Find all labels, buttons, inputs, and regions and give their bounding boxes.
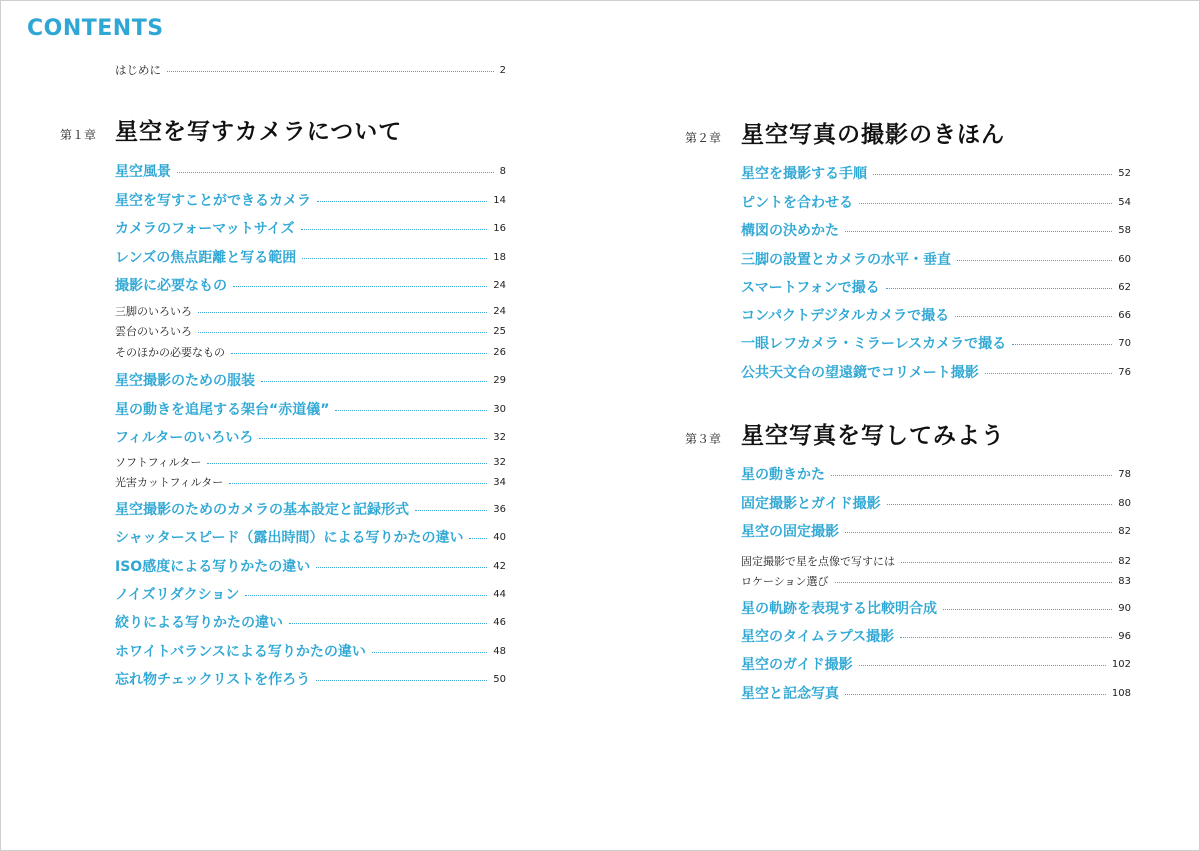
chapter-title: 星空写真の撮影のきほん [741,121,1005,148]
dot-leader [177,172,494,173]
toc-entry[interactable] [115,554,506,578]
page-number: 32 [493,456,506,468]
dot-leader [859,203,1112,204]
dot-leader [289,623,487,624]
dot-leader [900,637,1112,638]
toc-entry[interactable] [115,245,506,269]
page-number: 25 [493,325,506,337]
dot-leader [316,680,487,681]
toc-label: 星空と記念写真 [741,686,839,702]
page-number: 32 [493,431,506,443]
page-number: 70 [1118,337,1131,349]
page-number: 24 [493,279,506,291]
page-number: 78 [1118,468,1131,480]
dot-leader [901,562,1112,563]
toc-entry[interactable] [741,218,1131,242]
page-number: 30 [493,403,506,415]
dot-leader [859,665,1106,666]
page-number: 52 [1118,167,1131,179]
page-number: 76 [1118,366,1131,378]
dot-leader [198,332,487,333]
toc-entry[interactable] [115,667,506,691]
toc-label: 雲台のいろいろ [115,325,192,338]
toc-entry[interactable] [741,275,1131,299]
toc-entry[interactable] [741,462,1131,486]
dot-leader [469,538,487,539]
toc-label: ノイズリダクション [115,587,240,603]
toc-label: 構図の決めかた [741,223,839,239]
page-number: 34 [493,476,506,488]
toc-entry[interactable] [115,340,506,364]
page-number: 26 [493,346,506,358]
toc-entry[interactable] [115,216,506,240]
dot-leader [957,260,1112,261]
toc-label: 星の動きかた [741,467,825,483]
chapter-number: 第１章 [60,128,97,142]
page-number: 2 [499,64,506,76]
chapter-1-heading [60,113,402,146]
page-number: 14 [493,194,506,206]
toc-label: 星空撮影のための服装 [115,373,255,389]
page-number: 83 [1118,575,1131,587]
toc-entry[interactable] [741,190,1131,214]
toc-label: コンパクトデジタルカメラで撮る [741,308,950,324]
toc-label: 星の軌跡を表現する比較明合成 [741,601,937,617]
toc-entry[interactable] [115,639,506,663]
dot-leader [372,652,487,653]
chapter-number: 第３章 [685,432,722,446]
toc-entry[interactable] [115,610,506,634]
chapter-title: 星空を写すカメラについて [115,118,403,145]
toc-label: 光害カットフィルター [115,476,224,489]
dot-leader [207,463,487,464]
dot-leader [1012,344,1112,345]
toc-label: 撮影に必要なもの [115,278,227,294]
page-number: 24 [493,305,506,317]
dot-leader [886,288,1113,289]
toc-entry[interactable] [115,525,506,549]
toc-label: はじめに [115,63,161,77]
toc-entry[interactable] [741,596,1131,620]
dot-leader [229,483,487,484]
dot-leader [887,504,1113,505]
toc-entry[interactable] [741,331,1131,355]
toc-entry[interactable] [115,159,506,183]
dot-leader [873,174,1112,175]
toc-label: 星空のタイムラプス撮影 [741,629,895,645]
chapter-3-heading [685,417,1005,450]
toc-entry[interactable] [115,470,506,494]
page-number: 82 [1118,555,1131,567]
toc-entry[interactable] [741,681,1131,705]
toc-label: カメラのフォーマットサイズ [115,221,295,237]
page-number: 58 [1118,224,1131,236]
toc-entry[interactable] [741,569,1131,593]
toc-label: ホワイトバランスによる写りかたの違い [115,644,366,660]
dot-leader [302,258,487,259]
toc-label: フィルターのいろいろ [115,430,254,446]
toc-entry[interactable] [115,582,506,606]
dot-leader [335,410,487,411]
toc-label: 星空撮影のためのカメラの基本設定と記録形式 [115,502,409,518]
toc-entry[interactable] [115,368,506,392]
toc-label: シャッタースピード（露出時間）による写りかたの違い [115,530,464,546]
page-number: 44 [493,588,506,600]
page-number: 46 [493,616,506,628]
dot-leader [316,567,487,568]
dot-leader [231,353,487,354]
page-number: 80 [1118,497,1131,509]
toc-label: 固定撮影とガイド撮影 [741,496,881,512]
page-number: 54 [1118,196,1131,208]
page-number: 16 [493,222,506,234]
toc-label: 星空のガイド撮影 [741,657,853,673]
toc-label: 星空を写すことができるカメラ [115,193,311,209]
dot-leader [245,595,487,596]
toc-entry[interactable] [115,397,506,421]
chapter-2-heading [685,116,1005,149]
dot-leader [233,286,487,287]
page-number: 48 [493,645,506,657]
toc-label: レンズの焦点距離と写る範囲 [115,250,297,266]
toc-entry[interactable] [741,247,1131,271]
page-number: 96 [1118,630,1131,642]
toc-label: 公共天文台の望遠鏡でコリメート撮影 [741,365,979,381]
toc-entry[interactable] [115,273,506,297]
dot-leader [301,229,488,230]
toc-entry[interactable] [741,161,1131,185]
page-number: 29 [493,374,506,386]
chapter-number: 第２章 [685,131,722,145]
page-number: 60 [1118,253,1131,265]
toc-label: スマートフォンで撮る [741,280,880,296]
page-number: 50 [493,673,506,685]
dot-leader [259,438,487,439]
dot-leader [831,475,1112,476]
toc-label: 絞りによる写りかたの違い [115,615,283,631]
toc-label: 三脚の設置とカメラの水平・垂直 [741,252,951,268]
toc-entry[interactable] [741,652,1131,676]
toc-entry[interactable] [115,188,506,212]
toc-label: 一眼レフカメラ・ミラーレスカメラで撮る [741,336,1007,352]
toc-entry[interactable] [741,519,1131,543]
page-number: 8 [499,165,506,177]
dot-leader [167,71,494,72]
toc-label: 星空風景 [115,164,171,180]
toc-label: そのほかの必要なもの [115,346,225,359]
dot-leader [845,694,1106,695]
dot-leader [845,231,1112,232]
page-number: 62 [1118,281,1131,293]
toc-label: ISO感度による写りかたの違い [115,559,311,575]
page-number: 102 [1111,658,1131,670]
toc-label: 忘れ物チェックリストを作ろう [115,672,311,688]
page-number: 18 [493,251,506,263]
toc-entry[interactable] [741,303,1131,327]
dot-leader [943,609,1112,610]
dot-leader [415,510,487,511]
page-number: 90 [1118,602,1131,614]
toc-entry-intro[interactable] [115,58,506,82]
toc-entry[interactable] [115,497,506,521]
chapter-title: 星空写真を写してみよう [741,422,1005,449]
page-number: 40 [493,531,506,543]
toc-label: 固定撮影で星を点像で写すには [741,555,895,568]
toc-label: ソフトフィルター [115,456,202,469]
toc-entry[interactable] [115,425,506,449]
dot-leader [985,373,1113,374]
page-number: 82 [1118,525,1131,537]
toc-label: ロケーション選び [741,575,829,588]
toc-label: 星空の固定撮影 [741,524,839,540]
dot-leader [317,201,487,202]
dot-leader [261,381,487,382]
toc-entry[interactable] [741,360,1131,384]
toc-label: 星空を撮影する手順 [741,166,867,182]
page-number: 66 [1118,309,1131,321]
dot-leader [845,532,1112,533]
toc-label: 三脚のいろいろ [115,305,192,318]
dot-leader [955,316,1112,317]
toc-entry[interactable] [741,491,1131,515]
toc-label: ピントを合わせる [741,195,853,211]
page-number: 108 [1111,687,1131,699]
toc-entry[interactable] [741,624,1131,648]
page-number: 36 [493,503,506,515]
dot-leader [835,582,1113,583]
dot-leader [198,312,487,313]
contents-title: CONTENTS [27,16,164,41]
toc-label: 星の動きを追尾する架台“赤道儀” [115,402,330,418]
page-number: 42 [493,560,506,572]
